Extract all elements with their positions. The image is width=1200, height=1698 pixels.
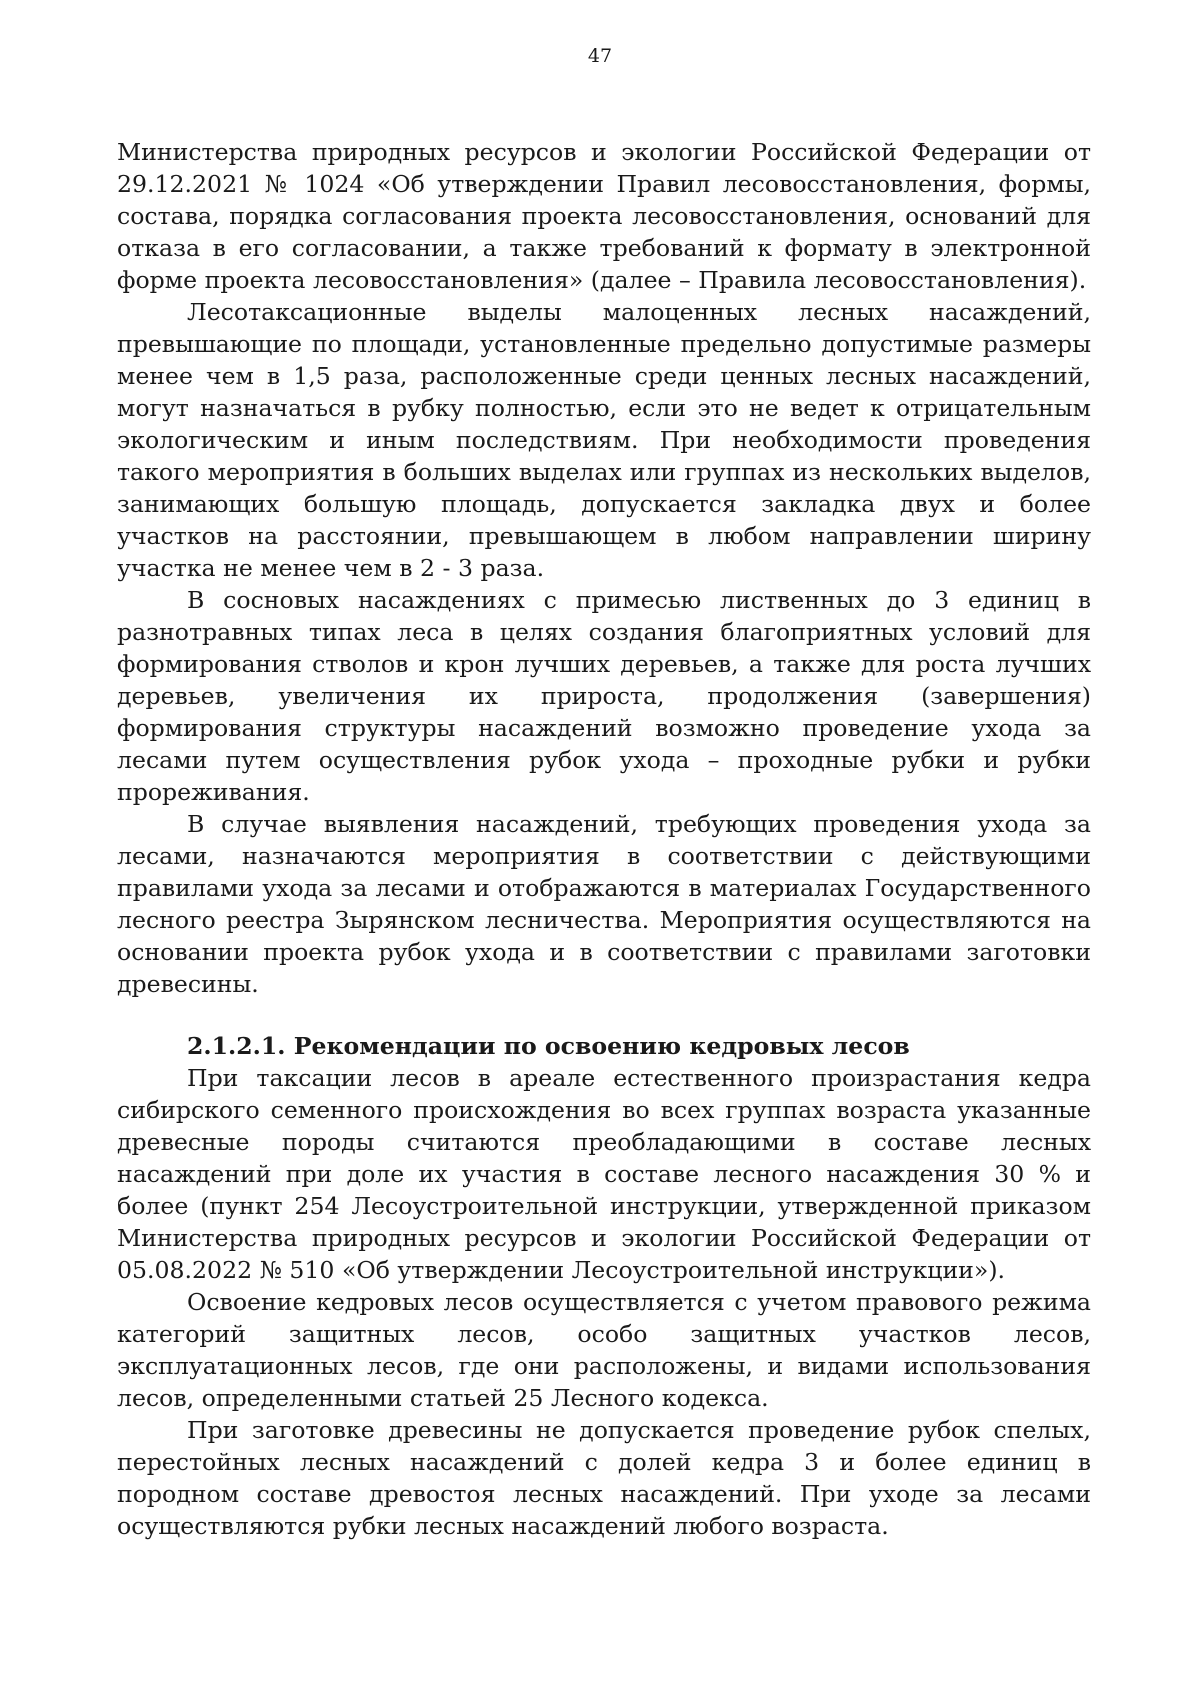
section-heading: 2.1.2.1. Рекомендации по освоению кедровых лесов [187, 1032, 910, 1060]
paragraph: В случае выявления насаждений, требующих проведения ухода за лесами, назначаются мероприятия в соответствии с действующими правилами ухода за лесами и отображаются в материалах Государственного лесного реестра Зырянском лесничества. Мероприятия осуществляются на основании проекта рубок ухода и в соответствии с правилами заготовки древесины. [117, 810, 1091, 998]
paragraph: При таксации лесов в ареале естественного произрастания кедра сибирского семенного происхождения во всех группах возраста указанные древесные породы считаются преобладающими в составе лесных насаждений при доле их участия в составе лесного насаждения 30 % и более (пункт 254 Лесоустроительной инструкции, утвержденной приказом Министерства природных ресурсов и экологии Российской Федерации от 05.08.2022 № 510 «Об утверждении Лесоустроительной инструкции»). [117, 1064, 1091, 1284]
document-body [117, 136, 1091, 1542]
paragraph: Лесотаксационные выделы малоценных лесных насаждений, превышающие по площади, установленные предельно допустимые размеры менее чем в 1,5 раза, расположенные среди ценных лесных насаждений, могут назначаться в рубку полностью, если это не ведет к отрицательным экологическим и иным последствиям. При необходимости проведения такого мероприятия в больших выделах или группах из нескольких выделов, занимающих большую площадь, допускается закладка двух и более участков на расстоянии, превышающем в любом направлении ширину участка не менее чем в 2 - 3 раза. [117, 298, 1091, 582]
page-number: 47 [587, 45, 613, 67]
paragraph: При заготовке древесины не допускается проведение рубок спелых, перестойных лесных насаждений с долей кедра 3 и более единиц в породном составе древостоя лесных насаждений. При уходе за лесами осуществляются рубки лесных насаждений любого возраста. [117, 1416, 1091, 1540]
paragraph: Освоение кедровых лесов осуществляется с учетом правового режима категорий защитных лесов, особо защитных участков лесов, эксплуатационных лесов, где они расположены, и видами использования лесов, определенными статьей 25 Лесного кодекса. [117, 1288, 1091, 1412]
paragraph: Министерства природных ресурсов и экологии Российской Федерации от 29.12.2021 № 1024 «Об утверждении Правил лесовосстановления, формы, состава, порядка согласования проекта лесовосстановления, оснований для отказа в его согласовании, а также требований к формату в электронной форме проекта лесовосстановления» (далее – Правила лесовосстановления). [117, 138, 1091, 294]
paragraph: В сосновых насаждениях с примесью лиственных до 3 единиц в разнотравных типах леса в целях создания благоприятных условий для формирования стволов и крон лучших деревьев, а также для роста лучших деревьев, увеличения их прироста, продолжения (завершения) формирования структуры насаждений возможно проведение ухода за лесами путем осуществления рубок ухода – проходные рубки и рубки прореживания. [117, 586, 1091, 806]
